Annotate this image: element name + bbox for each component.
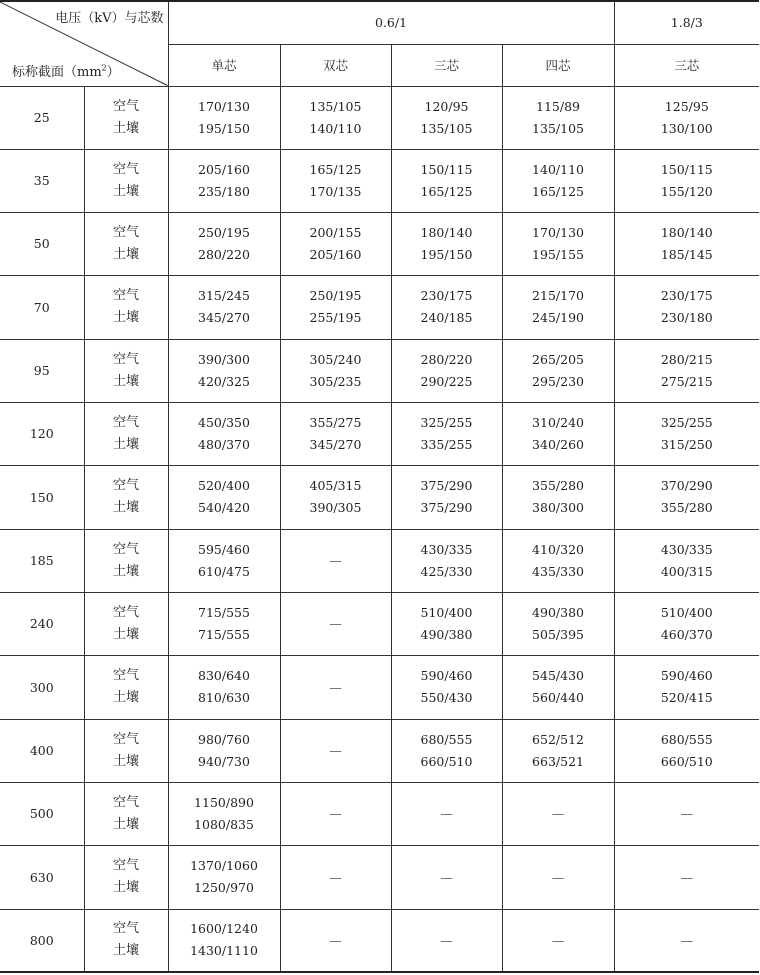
value-cell xyxy=(391,529,502,592)
medium-soil-label: 土壤 xyxy=(112,246,139,262)
value-cell xyxy=(280,465,391,529)
medium-air-label: 空气 xyxy=(112,351,139,367)
soil-value: 185/145 xyxy=(660,246,713,262)
core-count-header: 双芯 xyxy=(280,44,391,86)
table-row xyxy=(0,402,759,465)
table-row xyxy=(0,909,759,972)
medium-cell xyxy=(84,909,168,972)
air-value: 545/430 xyxy=(532,668,584,683)
value-cell xyxy=(168,465,280,529)
soil-value: 400/315 xyxy=(660,563,713,579)
soil-value: 205/160 xyxy=(309,246,362,262)
air-value: 1370/1060 xyxy=(190,858,258,873)
value-cell xyxy=(168,149,280,212)
value-cell xyxy=(502,719,614,782)
section-cell: 150 xyxy=(0,465,84,529)
soil-value: 295/230 xyxy=(532,373,584,389)
value-cell xyxy=(391,655,502,719)
table-row xyxy=(0,86,759,149)
medium-air-label: 空气 xyxy=(112,288,139,303)
medium-cell xyxy=(84,402,168,465)
air-value: 180/140 xyxy=(420,224,473,240)
medium-soil-label: 土壤 xyxy=(112,943,139,959)
soil-value: 610/475 xyxy=(198,563,250,579)
value-cell xyxy=(614,719,759,782)
empty-value-dash: — xyxy=(502,909,614,972)
air-value: 510/400 xyxy=(660,604,713,620)
section-cell: 240 xyxy=(0,592,84,655)
section-cell: 630 xyxy=(0,845,84,909)
empty-value-dash: — xyxy=(614,909,759,972)
medium-soil-label: 土壤 xyxy=(112,120,139,136)
empty-value-dash: — xyxy=(502,845,614,909)
section-cell: 185 xyxy=(0,529,84,592)
value-cell xyxy=(614,149,759,212)
air-value: 355/280 xyxy=(532,478,584,493)
core-count-header: 三芯 xyxy=(391,44,502,86)
soil-value: 255/195 xyxy=(309,310,362,325)
value-cell xyxy=(502,339,614,402)
medium-soil-label: 土壤 xyxy=(112,626,139,642)
table-row xyxy=(0,212,759,275)
value-cell xyxy=(280,149,391,212)
medium-cell xyxy=(84,149,168,212)
air-value: 165/125 xyxy=(309,161,362,177)
value-cell xyxy=(168,275,280,339)
soil-value: 540/420 xyxy=(198,500,250,515)
value-cell xyxy=(168,655,280,719)
value-cell xyxy=(391,592,502,655)
medium-cell xyxy=(84,655,168,719)
soil-value: 195/155 xyxy=(532,246,584,262)
value-cell xyxy=(280,86,391,149)
value-cell xyxy=(280,212,391,275)
air-value: 715/555 xyxy=(198,604,250,620)
value-cell xyxy=(280,402,391,465)
soil-value: 520/415 xyxy=(660,690,713,705)
air-value: 590/460 xyxy=(660,668,713,683)
value-cell xyxy=(614,655,759,719)
air-value: 265/205 xyxy=(532,351,584,367)
medium-air-label: 空气 xyxy=(112,794,139,810)
medium-air-label: 空气 xyxy=(112,541,139,557)
air-value: 450/350 xyxy=(198,414,250,430)
soil-value: 165/125 xyxy=(532,183,584,199)
air-value: 305/240 xyxy=(309,351,362,367)
section-cell: 300 xyxy=(0,655,84,719)
medium-air-label: 空气 xyxy=(112,224,139,240)
value-cell xyxy=(614,592,759,655)
value-cell xyxy=(168,339,280,402)
air-value: 325/255 xyxy=(660,414,713,430)
medium-air-label: 空气 xyxy=(112,604,139,620)
air-value: 200/155 xyxy=(309,224,362,240)
soil-value: 810/630 xyxy=(198,690,250,705)
air-value: 390/300 xyxy=(198,351,250,367)
air-value: 150/115 xyxy=(660,161,713,177)
empty-value-dash: — xyxy=(391,845,502,909)
air-value: 680/555 xyxy=(420,731,473,747)
air-value: 315/245 xyxy=(198,288,250,303)
value-cell xyxy=(502,86,614,149)
soil-value: 940/730 xyxy=(198,753,250,769)
corner-header-cell xyxy=(0,1,168,86)
value-cell xyxy=(502,275,614,339)
air-value: 490/380 xyxy=(532,604,584,620)
medium-soil-label: 土壤 xyxy=(112,816,139,832)
soil-value: 390/305 xyxy=(309,500,362,515)
section-cell: 500 xyxy=(0,782,84,845)
medium-cell xyxy=(84,86,168,149)
air-value: 170/130 xyxy=(532,224,584,240)
table-row xyxy=(0,845,759,909)
value-cell xyxy=(391,149,502,212)
medium-soil-label: 土壤 xyxy=(112,563,139,579)
air-value: 125/95 xyxy=(664,98,709,114)
value-cell xyxy=(391,275,502,339)
soil-value: 305/235 xyxy=(309,373,362,389)
air-value: 205/160 xyxy=(198,161,250,177)
soil-value: 660/510 xyxy=(660,753,713,769)
air-value: 1600/1240 xyxy=(190,921,258,937)
soil-value: 195/150 xyxy=(198,120,250,136)
empty-value-dash: — xyxy=(280,719,391,782)
value-cell xyxy=(168,782,280,845)
section-cell: 400 xyxy=(0,719,84,782)
value-cell xyxy=(168,402,280,465)
value-cell xyxy=(168,909,280,972)
medium-air-label: 空气 xyxy=(112,921,139,937)
medium-cell xyxy=(84,782,168,845)
value-cell xyxy=(614,275,759,339)
air-value: 680/555 xyxy=(660,731,713,747)
corner-section-label: 标称截面$(mm^2)$ xyxy=(12,63,120,80)
air-value: 370/290 xyxy=(660,478,713,493)
air-value: 325/255 xyxy=(420,414,473,430)
soil-value: 660/510 xyxy=(420,753,473,769)
medium-soil-label: 土壤 xyxy=(112,753,139,769)
value-cell xyxy=(391,212,502,275)
table-row xyxy=(0,782,759,845)
soil-value: 480/370 xyxy=(198,436,250,452)
air-value: 405/315 xyxy=(309,478,362,493)
medium-air-label: 空气 xyxy=(112,478,139,493)
section-cell: 95 xyxy=(0,339,84,402)
medium-cell xyxy=(84,339,168,402)
empty-value-dash: — xyxy=(280,909,391,972)
soil-value: 170/135 xyxy=(309,183,362,199)
value-cell xyxy=(391,719,502,782)
air-value: 120/95 xyxy=(424,98,469,114)
value-cell xyxy=(502,655,614,719)
value-cell xyxy=(614,339,759,402)
soil-value: 140/110 xyxy=(309,120,362,136)
value-cell xyxy=(614,465,759,529)
value-cell xyxy=(614,402,759,465)
value-cell xyxy=(168,86,280,149)
air-value: 215/170 xyxy=(532,288,584,303)
soil-value: 663/521 xyxy=(532,753,584,769)
medium-cell xyxy=(84,719,168,782)
soil-value: 715/555 xyxy=(198,626,250,642)
medium-air-label: 空气 xyxy=(112,161,139,177)
section-cell: 50 xyxy=(0,212,84,275)
corner-voltage-label: 电压（kV）与芯数 xyxy=(55,11,164,26)
air-value: 980/760 xyxy=(198,731,250,747)
medium-soil-label: 土壤 xyxy=(112,436,139,452)
table-row xyxy=(0,339,759,402)
empty-value-dash: — xyxy=(280,845,391,909)
value-cell xyxy=(614,529,759,592)
table-row xyxy=(0,592,759,655)
soil-value: 165/125 xyxy=(420,183,473,199)
air-value: 520/400 xyxy=(198,478,250,493)
air-value: 135/105 xyxy=(309,98,362,114)
value-cell xyxy=(391,86,502,149)
air-value: 250/195 xyxy=(198,224,250,240)
soil-value: 375/290 xyxy=(420,500,473,515)
empty-value-dash: — xyxy=(391,782,502,845)
soil-value: 240/185 xyxy=(420,310,473,325)
core-count-header: 四芯 xyxy=(502,44,614,86)
core-count-header: 三芯 xyxy=(614,44,759,86)
soil-value: 230/180 xyxy=(660,310,713,325)
air-value: 590/460 xyxy=(420,668,473,683)
soil-value: 335/255 xyxy=(420,436,473,452)
voltage-group-header: 1.8/3 xyxy=(614,1,759,44)
soil-value: 550/430 xyxy=(420,690,473,705)
soil-value: 1430/1110 xyxy=(190,943,258,959)
value-cell xyxy=(502,465,614,529)
table-body xyxy=(0,86,759,972)
air-value: 280/220 xyxy=(420,351,473,367)
air-value: 230/175 xyxy=(420,288,473,303)
table-row xyxy=(0,655,759,719)
soil-value: 420/325 xyxy=(198,373,250,389)
value-cell xyxy=(502,212,614,275)
air-value: 510/400 xyxy=(420,604,473,620)
value-cell xyxy=(614,86,759,149)
empty-value-dash: — xyxy=(280,529,391,592)
soil-value: 290/225 xyxy=(420,373,473,389)
value-cell xyxy=(168,529,280,592)
soil-value: 425/330 xyxy=(420,563,473,579)
section-cell: 800 xyxy=(0,909,84,972)
soil-value: 1250/970 xyxy=(194,880,254,895)
medium-air-label: 空气 xyxy=(112,731,139,747)
soil-value: 235/180 xyxy=(198,183,250,199)
soil-value: 560/440 xyxy=(532,690,584,705)
value-cell xyxy=(502,529,614,592)
core-count-header: 单芯 xyxy=(168,44,280,86)
air-value: 115/89 xyxy=(536,98,581,114)
air-value: 140/110 xyxy=(532,161,584,177)
value-cell xyxy=(168,845,280,909)
medium-cell xyxy=(84,212,168,275)
empty-value-dash: — xyxy=(614,845,759,909)
table-row xyxy=(0,529,759,592)
value-cell xyxy=(391,339,502,402)
air-value: 310/240 xyxy=(532,414,584,430)
air-value: 150/115 xyxy=(420,161,473,177)
soil-value: 1080/835 xyxy=(194,816,254,832)
soil-value: 315/250 xyxy=(660,436,713,452)
medium-air-label: 空气 xyxy=(112,414,139,430)
table-row xyxy=(0,719,759,782)
air-value: 375/290 xyxy=(420,478,473,493)
medium-air-label: 空气 xyxy=(112,858,139,873)
air-value: 652/512 xyxy=(532,731,584,747)
section-cell: 35 xyxy=(0,149,84,212)
medium-soil-label: 土壤 xyxy=(112,880,139,895)
value-cell xyxy=(502,149,614,212)
air-value: 180/140 xyxy=(660,224,713,240)
air-value: 830/640 xyxy=(198,668,250,683)
soil-value: 275/215 xyxy=(660,373,713,389)
air-value: 280/215 xyxy=(660,351,713,367)
value-cell xyxy=(280,339,391,402)
empty-value-dash: — xyxy=(502,782,614,845)
section-cell: 70 xyxy=(0,275,84,339)
soil-value: 490/380 xyxy=(420,626,473,642)
value-cell xyxy=(168,212,280,275)
value-cell xyxy=(502,592,614,655)
medium-cell xyxy=(84,465,168,529)
soil-value: 355/280 xyxy=(660,500,713,515)
soil-value: 340/260 xyxy=(532,436,584,452)
value-cell xyxy=(168,592,280,655)
medium-soil-label: 土壤 xyxy=(112,500,139,515)
soil-value: 155/120 xyxy=(660,183,713,199)
value-cell xyxy=(168,719,280,782)
soil-value: 380/300 xyxy=(532,500,584,515)
empty-value-dash: — xyxy=(614,782,759,845)
soil-value: 195/150 xyxy=(420,246,473,262)
value-cell xyxy=(280,275,391,339)
air-value: 230/175 xyxy=(660,288,713,303)
soil-value: 135/105 xyxy=(532,120,584,136)
air-value: 595/460 xyxy=(198,541,250,557)
value-cell xyxy=(391,402,502,465)
air-value: 1150/890 xyxy=(194,794,254,810)
empty-value-dash: — xyxy=(280,782,391,845)
medium-soil-label: 土壤 xyxy=(112,183,139,199)
air-value: 170/130 xyxy=(198,98,250,114)
empty-value-dash: — xyxy=(391,909,502,972)
air-value: 355/275 xyxy=(309,414,362,430)
soil-value: 345/270 xyxy=(309,436,362,452)
soil-value: 435/330 xyxy=(532,563,584,579)
soil-value: 505/395 xyxy=(532,626,584,642)
empty-value-dash: — xyxy=(280,655,391,719)
soil-value: 245/190 xyxy=(532,310,584,325)
table-row xyxy=(0,275,759,339)
section-cell: 120 xyxy=(0,402,84,465)
value-cell xyxy=(614,212,759,275)
medium-air-label: 空气 xyxy=(112,98,139,114)
soil-value: 280/220 xyxy=(198,246,250,262)
soil-value: 460/370 xyxy=(660,626,713,642)
medium-air-label: 空气 xyxy=(112,668,139,683)
soil-value: 345/270 xyxy=(198,310,250,325)
empty-value-dash: — xyxy=(280,592,391,655)
medium-cell xyxy=(84,275,168,339)
air-value: 250/195 xyxy=(309,288,362,303)
table-row xyxy=(0,465,759,529)
air-value: 430/335 xyxy=(420,541,473,557)
medium-cell xyxy=(84,592,168,655)
soil-value: 130/100 xyxy=(660,120,713,136)
value-cell xyxy=(391,465,502,529)
medium-soil-label: 土壤 xyxy=(112,690,139,705)
air-value: 410/320 xyxy=(532,541,584,557)
voltage-group-header: 0.6/1 xyxy=(168,1,614,44)
air-value: 430/335 xyxy=(660,541,713,557)
table-row xyxy=(0,149,759,212)
medium-soil-label: 土壤 xyxy=(112,310,139,325)
soil-value: 135/105 xyxy=(420,120,473,136)
section-cell: 25 xyxy=(0,86,84,149)
medium-soil-label: 土壤 xyxy=(112,373,139,389)
value-cell xyxy=(502,402,614,465)
medium-cell xyxy=(84,845,168,909)
medium-cell xyxy=(84,529,168,592)
